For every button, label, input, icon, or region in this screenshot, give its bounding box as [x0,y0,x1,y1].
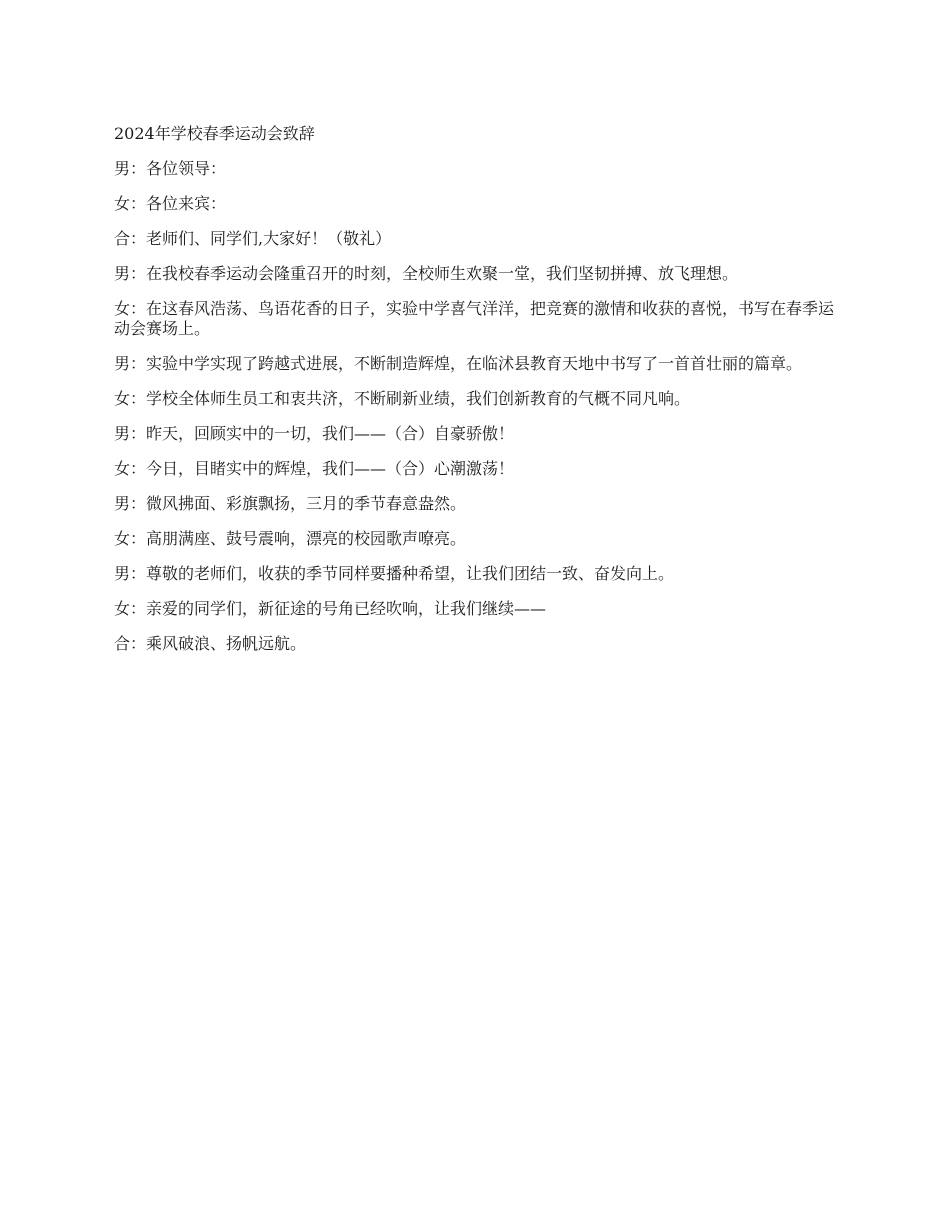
paragraph: 男：各位领导： [114,159,227,178]
paragraph: 女：学校全体师生员工和衷共济，不断刷新业绩，我们创新教育的气概不同凡响。 [114,389,691,408]
paragraph: 女：在这春风浩荡、鸟语花香的日子，实验中学喜气洋洋，把竞赛的激情和收获的喜悦，书写在春季运动会赛场上。 [114,299,835,338]
paragraph: 女：今日，目睹实中的辉煌，我们——（合）心潮激荡！ [114,459,515,478]
document-body [114,124,842,669]
paragraph: 男：尊敬的老师们，收获的季节同样要播种希望，让我们团结一致、奋发向上。 [114,564,675,583]
paragraph: 合：乘风破浪、扬帆远航。 [114,634,307,653]
paragraph: 男：微风拂面、彩旗飘扬，三月的季节春意盎然。 [114,494,467,513]
paragraph: 女：高朋满座、鼓号震响，漂亮的校园歌声嘹亮。 [114,529,467,548]
paragraph: 男：在我校春季运动会隆重召开的时刻，全校师生欢聚一堂，我们坚韧拼搏、放飞理想。 [114,264,739,283]
paragraph: 女：各位来宾： [114,194,227,213]
paragraph: 女：亲爱的同学们，新征途的号角已经吹响，让我们继续—— [114,599,547,618]
paragraph: 合：老师们、同学们,大家好！（敬礼） [114,229,392,248]
document-title: 2024年学校春季运动会致辞 [114,124,315,143]
paragraph: 男：实验中学实现了跨越式进展，不断制造辉煌，在临沭县教育天地中书写了一首首壮丽的篇章。 [114,354,803,373]
paragraph: 男：昨天，回顾实中的一切，我们——（合）自豪骄傲！ [114,424,515,443]
